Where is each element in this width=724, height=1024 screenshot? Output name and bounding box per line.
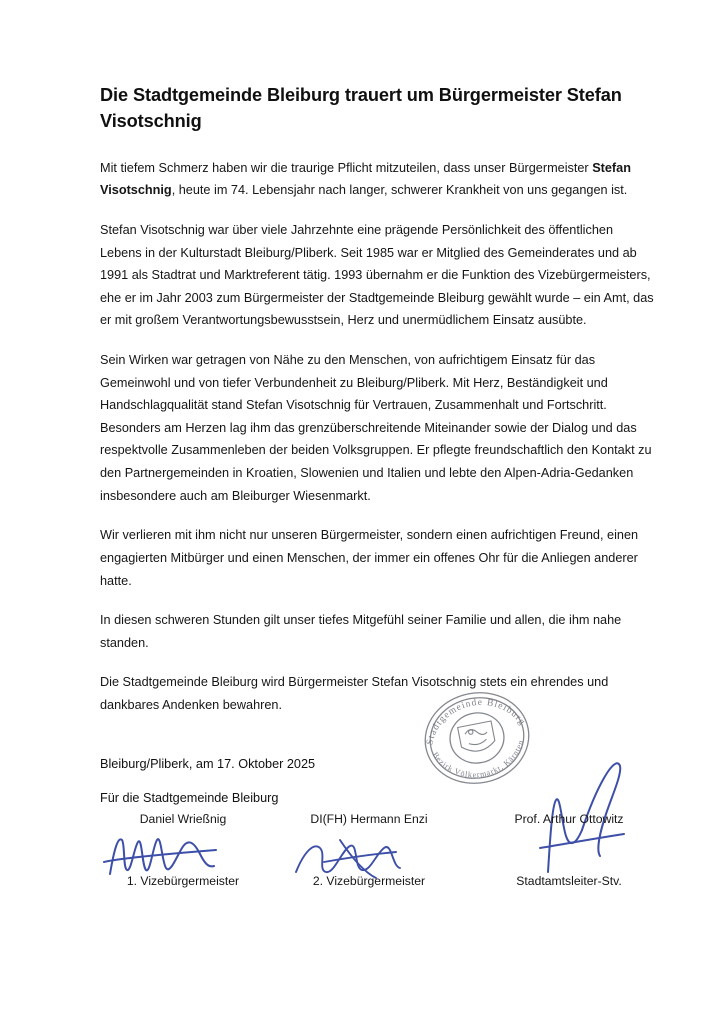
place-and-date: Bleiburg/Pliberk, am 17. Oktober 2025	[100, 756, 316, 771]
paragraph-5: In diesen schweren Stunden gilt unser tiefes Mitgefühl seiner Familie und allen, die ihm nahe standen.	[100, 613, 622, 650]
signer-1-role: 1. Vizebürgermeister	[126, 874, 240, 888]
deceased-name: Stefan Visotschnig	[100, 160, 631, 198]
signer-2-name: DI(FH) Hermann Enzi	[310, 812, 428, 826]
signer-1-name: Daniel Wrießnig	[139, 812, 227, 826]
on-behalf-of: Für die Stadtgemeinde Bleiburg	[100, 791, 279, 806]
paragraph-3: Sein Wirken war getragen von Nähe zu den Menschen, von aufrichtigem Einsatz für das Gemeinwohl und von tiefer Verbundenheit zu Bleiburg/Pliberk. Mit Herz, Beständigkeit und Handschlagqualität stand Stefan Visotschnig für Vertrauen, Zusammenhalt und Fortschritt. Besonders am Herzen lag ihm das grenzüberschreitende Miteinander sowie der Dialog und das respektvolle Zusammenleben der beiden Volksgruppen. Er pflegte freundschaftlich den Kontakt zu den Partnergemeinden in Kroatien, Slowenien und Italien und lebte den Alpen-Adria-Gedanken insbesondere auch am Bleiburger Wiesenmarkt.	[100, 353, 652, 503]
svg-text:Bezirk Völkermarkt, Kärnten: Bezirk Völkermarkt, Kärnten	[430, 738, 526, 780]
paragraph-2: Stefan Visotschnig war über viele Jahrzehnte eine prägende Persönlichkeit des öffentlichen Lebens in der Kulturstadt Bleiburg/Pliberk. Seit 1985 war er Mitglied des Gemeinderates und ab 1991 als Stadtrat und Marktreferent tätig. 1993 übernahm er die Funktion des Vizebürgermeisters, ehe er im Jahr 2003 zum Bürgermeister der Stadtgemeinde Bleiburg gewählt wurde – ein Amt, das er mit großem Verantwortungsbewusstsein, Herz und unermüdlichem Einsatz ausübte.	[100, 223, 654, 328]
page-title: Die Stadtgemeinde Bleiburg trauert um Bürgermeister Stefan Visotschnig	[100, 85, 622, 132]
svg-text:Stadtgemeinde Bleiburg: Stadtgemeinde Bleiburg	[425, 697, 528, 746]
paragraph-1-part-1: Mit tiefem Schmerz haben wir die traurige Pflicht mitzuteilen, dass unser Bürgermeister	[100, 160, 593, 175]
paragraph-1	[100, 157, 656, 202]
signature-intro	[100, 753, 656, 810]
signer-2-role: 2. Vizebürgermeister	[312, 874, 426, 888]
paragraph-6: Die Stadtgemeinde Bleiburg wird Bürgermeister Stefan Visotschnig stets ein ehrendes und dankbares Andenken bewahren.	[100, 675, 609, 712]
paragraph-4: Wir verlieren mit ihm nicht nur unseren Bürgermeister, sondern einen aufrichtigen Freund, einen engagierten Mitbürger und einen Menschen, der immer ein offenes Ohr für die Anliegen anderer hatte.	[100, 528, 639, 588]
document-body	[100, 82, 656, 814]
paragraph-1-part-3: , heute im 74. Lebensjahr nach langer, schwerer Krankheit von uns gegangen ist.	[171, 183, 628, 198]
signer-3-role: Stadtamtsleiter-Stv.	[516, 874, 622, 888]
signer-3-name: Prof. Arthur Ottowitz	[514, 812, 624, 826]
signers-row	[100, 812, 656, 912]
